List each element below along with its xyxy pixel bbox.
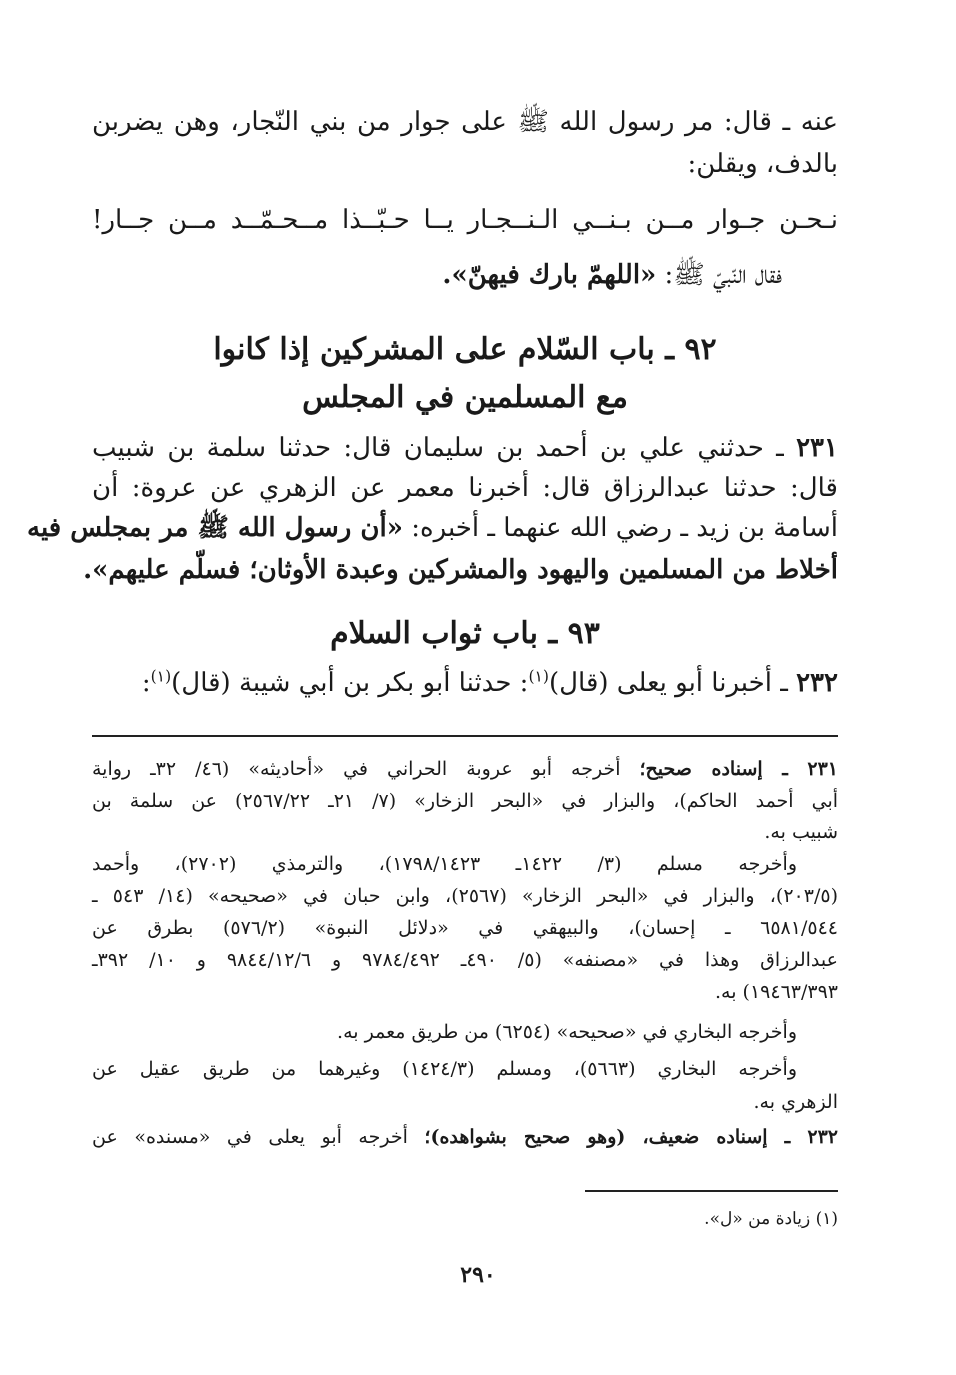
hadith-232-text-b: : حدثنا أبو بكر بن أبي شيبة (قال) [171,668,529,698]
note-232-rest: أخرجه أبو يعلى في «مسنده» عن [92,1126,425,1148]
hadith-231-line-3-bold: «أن رسول الله ﷺ مر بمجلس فيه [27,513,403,543]
text-line-2: بالدف، ويقلن: [687,149,838,179]
note-line-4: وأخرجه مسلم (٣/ ١٤٢٢ـ ١٧٩٨/١٤٢٣)، والترمذي (٢٧٠٢)، وأحمد [92,853,797,875]
chapter-93-heading: ٩٣ ـ باب ثواب السلام [330,616,600,651]
note-line-2: أبي أحمد الحاكم)، والبزار في «البحر الزخار» (٧/ ٢١ـ ٢٥٦٧/٢٢) عن سلمة بن [92,790,839,812]
hadith-232-text-a: ـ أخبرنا أبو يعلى (قال) [549,668,797,698]
prophet-prefix: فقال النّبيّ ﷺ: [656,260,782,290]
note-line-10: وأخرجه البخاري (٥٦٦٣)، ومسلم (١٤٢٤/٣) وغيرهما من طريق عقيل عن [92,1058,797,1080]
hadith-231-line-1 [92,428,838,470]
note-232-grade: ـ إسناده ضعيف، (وهو صحيح بشواهده)؛ [424,1126,808,1148]
footnote-1: (١) زيادة من «ل». [704,1209,838,1229]
hadith-232-line [92,663,838,705]
chapter-92-heading-line-1: ٩٢ ـ باب السّلام على المشركين إذا كانوا [213,332,717,367]
hadith-231-line-3 [27,508,838,550]
note-231-line-1-rest: أخرجه أبو عروبة الحراني في «أحاديثه» (٤٦/ ٣٢ـ رواية [92,758,640,780]
note-line-5: (٢٠٣/٥)، والبزار في «البحر الزخار» (٢٥٦٧)، وابن حبان في «صحيحه» (١٤/ ٥٤٣ ـ [92,885,838,907]
page-number: ٢٩٠ [460,1262,496,1288]
hadith-232-text-c: : [141,668,151,698]
hadith-231-line-2: قال: حدثنا عبدالرزاق قال: أخبرنا معمر عن الزهري عن عروة: أن [92,473,838,503]
note-231-line-1 [92,754,838,786]
note-line-9: وأخرجه البخاري في «صحيحه» (٦٢٥٤) من طريق معمر به. [337,1021,797,1043]
hadith-231-number: ٢٣١ [796,433,838,463]
note-line-6: ٦٥٨١/٥٤٤ ـ إحسان)، والبيهقي في «دلائل النبوة» (٥٧٦/٢) بطرق عن [92,917,838,939]
footnote-separator [585,1190,838,1192]
hadith-232-number: ٢٣٢ [796,668,838,698]
footnote-ref-1: (١) [528,667,550,686]
note-232-line [92,1122,838,1154]
notes-separator [92,735,838,737]
note-line-3: شبيب به. [764,821,838,843]
note-line-7: عبدالرزاق وهذا في «مصنفه» (٥/ ٤٩٠ـ ٩٧٨٤/٤٩٢ و ٩٨٤٤/١٢/٦ و ١٠/ ٣٩٢ـ [92,949,838,971]
hadith-231-line-3-plain: أسامة بن زيد ـ رضي الله عنهما ـ أخبره: [402,513,838,543]
chapter-92-heading-line-2: مع المسلمين في المجلس [302,380,628,415]
hadith-231-line-4: أخلاط من المسلمين واليهود والمشركين وعبدة الأوثان؛ فسلّم عليهم». [83,555,838,585]
prophet-saying [92,255,782,297]
note-231-grade: ـ إسناده صحيح؛ [639,758,808,780]
poem-verse: نـحـن جـوار مــن بـنــي الـنــجـار يــا حـبّــذا مــحـمّــد مــن جــار! [92,205,838,235]
footnote-ref-2: (١) [150,667,172,686]
prophet-quote: «اللهمّ بارك فيهنّ». [442,260,657,290]
note-232-number: ٢٣٢ [807,1126,838,1148]
hadith-231-line-1-text: ـ حدثني علي بن أحمد بن سليمان قال: حدثنا سلمة بن شبيب [92,433,797,463]
note-231-number: ٢٣١ [807,758,838,780]
note-line-11: الزهري به. [753,1091,838,1113]
note-line-8: ١٩٤٦٣/٣٩٣) به. [714,981,838,1003]
text-line-1: عنه ـ قال: مر رسول الله ﷺ على جوار من بني النّجار، وهن يضربن [92,107,838,137]
